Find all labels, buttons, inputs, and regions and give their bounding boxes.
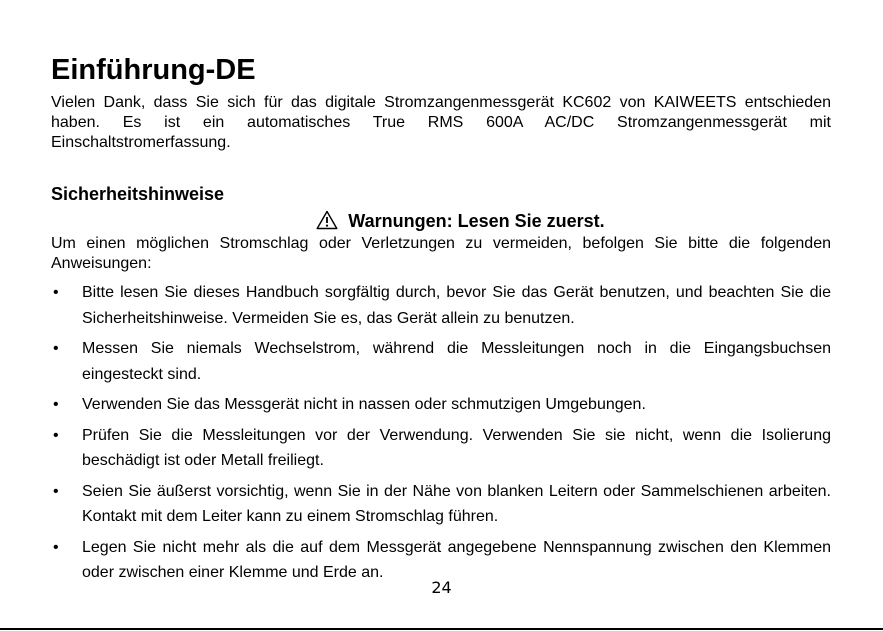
- page-title: Einführung-DE: [51, 54, 256, 86]
- list-item-text: Seien Sie äußerst vorsichtig, wenn Sie in der Nähe von blanken Leitern oder Sammelschienen arbeiten. Kontakt mit dem Leiter kann zu einem Stromschlag führen.: [82, 482, 831, 525]
- page-number: 24: [431, 578, 452, 597]
- list-item: [51, 392, 831, 418]
- warning-intro-paragraph: Um einen möglichen Stromschlag oder Verletzungen zu vermeiden, befolgen Sie bitte die folgenden Anweisungen:: [51, 235, 831, 272]
- warning-triangle-icon: [316, 210, 338, 230]
- bullet-icon: •: [53, 538, 59, 556]
- list-item-text: Legen Sie nicht mehr als die auf dem Messgerät angegebene Nennspannung zwischen den Klemmen oder zwischen einer Klemme und Erde an.: [82, 538, 831, 581]
- bullet-icon: •: [53, 340, 59, 357]
- bullet-icon: •: [53, 284, 59, 301]
- list-item: [51, 423, 831, 474]
- warning-heading: [0, 209, 883, 233]
- section-heading-safety: Sicherheitshinweise: [51, 184, 225, 204]
- list-item-text: Prüfen Sie die Messleitungen vor der Verwendung. Verwenden Sie sie nicht, wenn die Isolierung beschädigt ist oder Metall freiliegt.: [82, 426, 831, 469]
- list-item: [51, 280, 831, 331]
- list-item-text: Messen Sie niemals Wechselstrom, während die Messleitungen noch in die Eingangsbuchsen eingesteckt sind.: [82, 340, 831, 383]
- bullet-icon: •: [53, 482, 59, 500]
- intro-paragraph: Vielen Dank, dass Sie sich für das digitale Stromzangenmessgerät KC602 von KAIWEETS entschieden haben. Es ist ein automatisches True RMS 600A AC/DC Stromzangenmessgerät mit Einschaltstromerfassung.: [51, 94, 831, 151]
- safety-instructions-list: [51, 280, 831, 591]
- list-item: [51, 336, 831, 387]
- warning-title: Warnungen: Lesen Sie zuerst.: [348, 211, 605, 231]
- list-item-text: Bitte lesen Sie dieses Handbuch sorgfältig durch, bevor Sie das Gerät benutzen, und beachten Sie die Sicherheitshinweise. Vermeiden Sie es, das Gerät allein zu benutzen.: [82, 284, 831, 327]
- list-item: [51, 479, 831, 530]
- bullet-icon: •: [53, 396, 59, 413]
- list-item-text: Verwenden Sie das Messgerät nicht in nassen oder schmutzigen Umgebungen.: [82, 396, 646, 413]
- bullet-icon: •: [53, 426, 59, 444]
- bottom-divider: [0, 628, 883, 630]
